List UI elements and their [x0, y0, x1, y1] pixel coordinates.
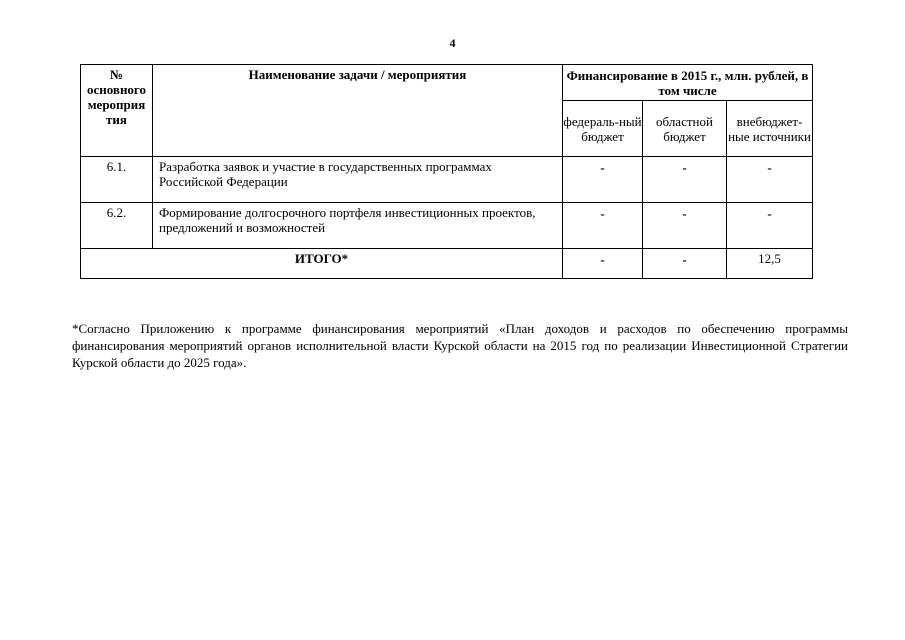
header-financing: Финансирование в 2015 г., млн. рублей, в том числе	[563, 65, 813, 101]
row-extra-value: -	[727, 157, 813, 203]
header-regional-budget: областной бюджет	[643, 101, 727, 157]
total-row	[81, 249, 813, 279]
table-row	[81, 157, 813, 203]
row-federal-value: -	[563, 203, 643, 249]
total-label: ИТОГО*	[81, 249, 563, 279]
total-federal-value: -	[563, 249, 643, 279]
header-federal-budget: федераль-ный бюджет	[563, 101, 643, 157]
row-number: 6.2.	[81, 203, 153, 249]
row-extra-value: -	[727, 203, 813, 249]
row-regional-value: -	[643, 203, 727, 249]
footnote: *Согласно Приложению к программе финансирования мероприятий «План доходов и расходов по обеспечению программы финансирования мероприятий органов исполнительной власти Курской области на 2015 год по реализации Инвестиционной Стратегии Курской области до 2025 года».	[72, 321, 848, 370]
total-regional-value: -	[643, 249, 727, 279]
header-activity-number: № основного мероприя тия	[81, 65, 153, 157]
row-federal-value: -	[563, 157, 643, 203]
total-extra-value: 12,5	[727, 249, 813, 279]
table-row	[81, 203, 813, 249]
header-extrabudgetary: внебюджет-ные источники	[727, 101, 813, 157]
header-task-name: Наименование задачи / мероприятия	[153, 65, 563, 157]
row-number: 6.1.	[81, 157, 153, 203]
row-name: Разработка заявок и участие в государственных программах Российской Федерации	[153, 157, 563, 203]
row-name: Формирование долгосрочного портфеля инвестиционных проектов, предложений и возможностей	[153, 203, 563, 249]
financing-table	[80, 64, 813, 279]
row-regional-value: -	[643, 157, 727, 203]
page-number: 4	[449, 36, 456, 50]
